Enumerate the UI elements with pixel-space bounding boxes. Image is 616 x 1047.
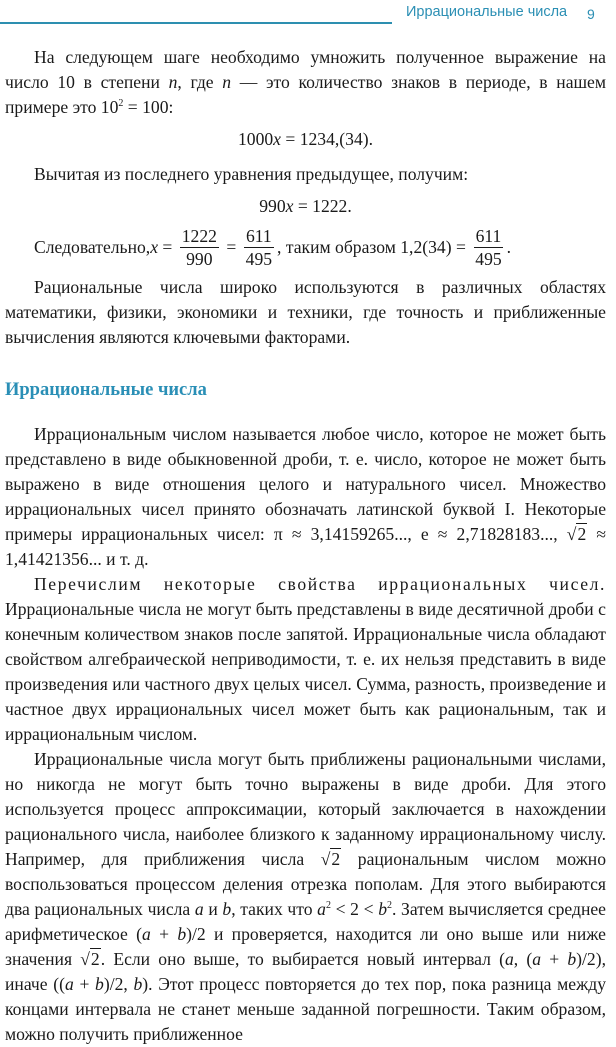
running-header [0, 0, 616, 30]
header-rule [0, 22, 392, 24]
running-title: Иррациональные числа [406, 4, 568, 20]
page-number: 9 [587, 6, 595, 22]
equation-1000x: 1000x = 1234,(34). [237, 129, 373, 149]
fraction-611-495: $\frac{611}{495}$ [245, 226, 273, 269]
equation-990x: 990x = 1222. [259, 196, 352, 216]
fraction-611-495-final: $\frac{611}{495}$ [475, 226, 502, 269]
fraction-result-line: Следовательно, x = $\frac{1222}{990}$ = $\frac{611}{495}$ , таким образом 1,2(34) = $\frac{611}{495}$ . [34, 226, 512, 269]
section-paragraph-1: Иррациональным числом называется любое число, которое не может быть представлено в виде обыкновенной дроби, т. е. число, которое не может быть выражено в виде отношения целого и натурального чисел. Множество иррациональных чисел принято обозначать латинской буквой I. Некоторые примеры иррациональных чисел: π ≈ 3,14159265..., e ≈ 2,71828183..., √2 ≈ 1,41421356... и т. д. [5, 424, 606, 569]
sqrt-symbol: √2 [80, 949, 100, 969]
section-heading: Иррациональные числа [5, 380, 207, 400]
sqrt-symbol: √2 [566, 524, 587, 544]
fraction-1222-990: $\frac{1222}{990}$ [181, 226, 217, 269]
page-body [5, 45, 606, 1047]
intro-paragraph-2: Вычитая из последнего уравнения предыдущее, получим: [34, 164, 469, 184]
section-paragraph-3: Иррациональные числа могут быть приближены рациональными числами, но никогда не могут быть точно выражены в виде дроби. Для этого используется процесс аппроксимации, который заключается в нахождении рационального числа, наиболее близкого к заданному иррациональному числу. Например, для приближения числа √2 рациональным числом можно воспользоваться процессом деления отрезка пополам. Для этого выбираются два рациональных числа a и b, таких что $a^2 < 2 < b^2$. Затем вычисляется среднее арифметическое (a + b)/2 и проверяется, находится ли оно выше или ниже значения √2. Если оно выше, то выбирается новый интервал (a, (a + b)/2), иначе ((a + b)/2, b). Этот процесс повторяется до тех пор, пока разница между концами интервала не станет меньше заданной погрешности. Таким образом, можно получить приближенное [5, 749, 606, 1044]
section-paragraph-2: Перечислим некоторые свойства иррациональных чисел. Иррациональные числа не могут быть представлены в виде десятичной дроби с конечным количеством знаков после запятой. Иррациональные числа обладают свойством алгебраической неприводимости, т. е. их нельзя представить в виде произведения или частного двух целых чисел. Сумма, разность, произведение и частное двух иррациональных чисел может быть как рациональным, так и иррациональным числом. [5, 574, 606, 744]
intro-paragraph-1: На следующем шаге необходимо умножить полученное выражение на число 10 в степени n, где n — это количество знаков в периоде, в нашем примере это $10^2 = 100$: [5, 47, 606, 117]
intro-paragraph-4: Рациональные числа широко используются в различных областях математики, физики, экономики и техники, где точность и приближенные вычисления являются ключевыми факторами. [5, 277, 606, 347]
sqrt-symbol: √2 [320, 849, 341, 869]
